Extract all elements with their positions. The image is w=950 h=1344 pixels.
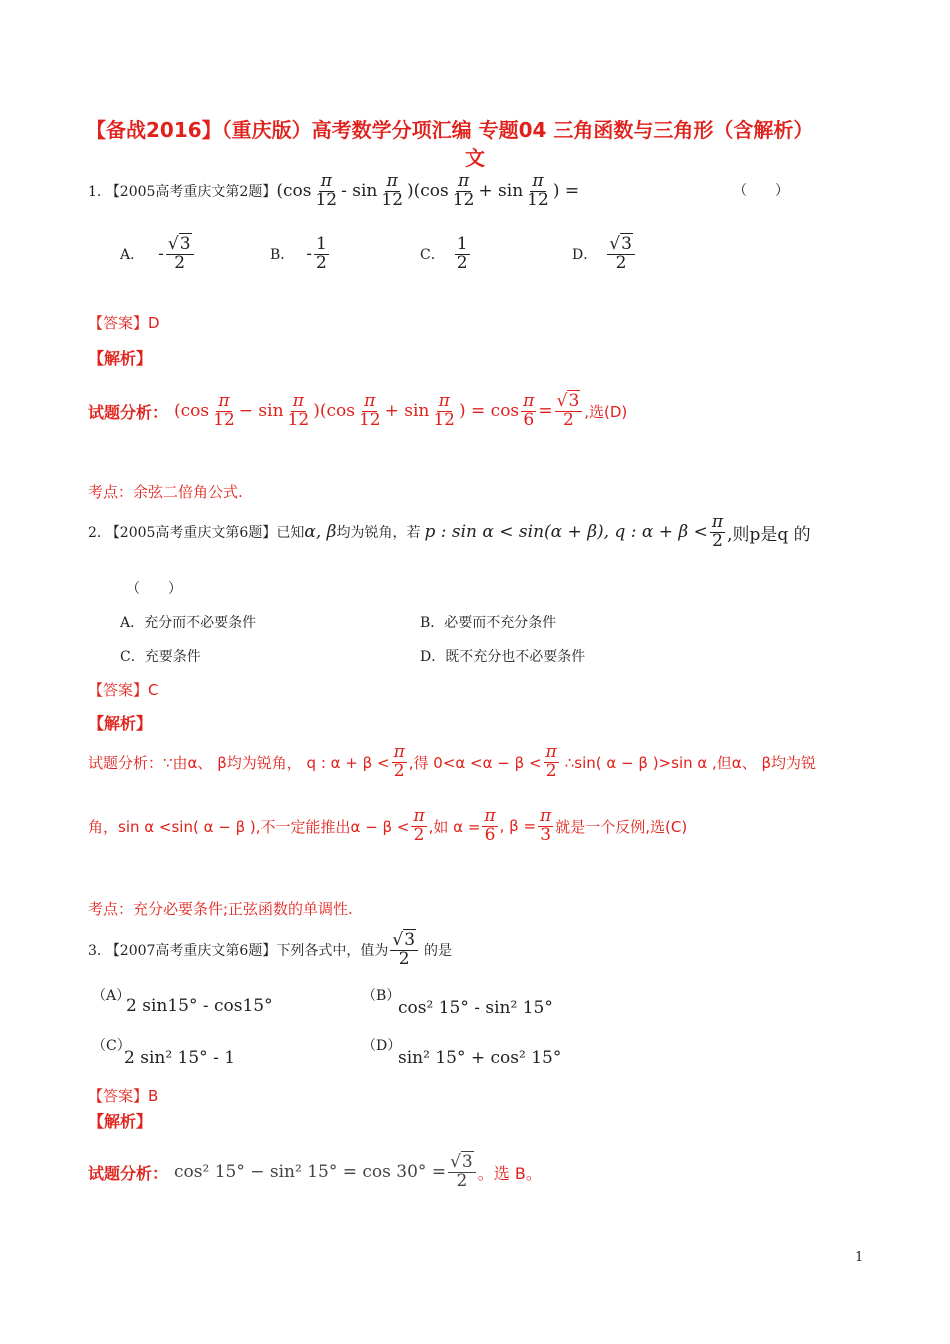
question-2 (88, 514, 811, 551)
q1-analysis-frac3-den: 12 (358, 409, 381, 430)
q3-analysis-prefix: 试题分析： (88, 1163, 169, 1183)
q2-mid-text: 均为锐角，若 (336, 525, 421, 542)
q2-tail: ,则p是q 的 (727, 524, 811, 545)
question-1 (88, 173, 579, 210)
q2-analysis-frac4-den: 6 (484, 824, 496, 845)
q1-option-a-num: 3 (179, 234, 191, 254)
q2-analysis-frac5-den: 3 (540, 824, 552, 845)
question-2-prefix: 2. 【2005高考重庆文第6题】已知 (88, 525, 305, 542)
q1-option-b-num: 1 (316, 234, 327, 254)
q2-kaodian: 考点：充分必要条件;正弦函数的单调性. (88, 900, 353, 918)
q2-option-a: A．充分而不必要条件 (120, 615, 257, 631)
q1-option-d: D． $\frac{√3}{2}$ (572, 236, 637, 273)
q1-analysis-prefix: 试题分析： (88, 402, 169, 422)
q1-option-b-label: B． (270, 247, 295, 264)
q1-option-c (420, 236, 472, 273)
q1-answer: 【答案】D (88, 314, 160, 332)
q3-analysis-frac-num: 3 (461, 1152, 473, 1172)
q2-analysis-frac3-num: π (413, 806, 425, 826)
q2-analysis-line1-b: ,得 0<α <α − β < (408, 753, 542, 772)
q1-option-a-label: A． (120, 247, 145, 264)
q2-analysis-frac1-num: π (393, 742, 405, 762)
q2-analysis-line2-d: 就是一个反例,选(C) (555, 817, 688, 836)
q1-frac1-den: 12 (315, 189, 338, 210)
q2-answer: 【答案】C (88, 681, 159, 699)
q1-option-c-den: 2 (456, 252, 468, 273)
q3-analysis-frac-den: 2 (456, 1170, 468, 1191)
q1-analysis-frac1-num: π (218, 391, 230, 411)
q1-option-c-label: C． (420, 247, 445, 264)
q3-analysis-label: 【解析】 (88, 1112, 153, 1131)
q2-analysis-frac5-num: π (540, 806, 552, 826)
q1-option-a: A． - $\frac{√3}{2}$ (120, 236, 196, 273)
q2-analysis-line1-a: 试题分析：∵由α、 β均为锐角， q : α + β < (88, 753, 390, 772)
q1-analysis-frac2-num: π (292, 391, 304, 411)
q3-option-a-expr: 2 sin15° - cos15° (126, 996, 273, 1016)
q1-kaodian: 考点：余弦二倍角公式. (88, 483, 243, 501)
q1-frac3-den: 12 (452, 189, 475, 210)
q1-plus-sin: + sin (478, 181, 524, 202)
page-number: 1 (855, 1250, 864, 1265)
q3-option-a-label: （A） (92, 988, 131, 1004)
q1-paren: （ ） (733, 183, 789, 199)
q1-analysis-label: 【解析】 (88, 349, 153, 368)
q2-analysis-frac4-num: π (484, 806, 496, 826)
q1-frac3-num: π (457, 171, 470, 191)
q1-analysis-frac5-num: π (523, 391, 535, 411)
q1-frac4-den: 12 (527, 189, 549, 210)
q2-condition: p : sin α < sin(α + β), q : α + β < (424, 522, 708, 543)
q1-option-b-sign: - (306, 244, 313, 265)
q3-analysis: 试题分析： cos² 15° − sin² 15° = cos 30° = $\frac{√3}{2}$ 。选 B。 (88, 1152, 542, 1191)
q1-analysis-open: (cos (174, 401, 210, 422)
q1-analysis-mid: )(cos (313, 401, 355, 422)
q1-analysis-tail: ,选(D) (584, 402, 628, 421)
question-3: 3. 【2007高考重庆文第6题】下列各式中，值为 $\frac{√3}{2}$ 的是 (88, 930, 453, 969)
q1-option-a-den: 2 (174, 252, 186, 273)
q1-expr-open: (cos (276, 181, 312, 202)
q1-option-b-den: 2 (316, 252, 327, 273)
q3-option-c-label: （C） (92, 1038, 131, 1054)
q1-expr-mid: )(cos (407, 181, 449, 202)
q3-frac-den: 2 (398, 948, 410, 969)
q1-analysis-frac4-den: 12 (433, 409, 455, 430)
q1-analysis-result-den: 2 (563, 409, 574, 430)
q2-option-b: B．必要而不充分条件 (420, 615, 557, 631)
q3-tail: 的是 (424, 943, 453, 960)
question-1-prefix: 1. 【2005高考重庆文第2题】 (88, 184, 277, 201)
q2-analysis-frac1-den: 2 (393, 760, 405, 781)
q3-analysis-expr: cos² 15° − sin² 15° = cos 30° = (174, 1162, 447, 1183)
q2-analysis-line1 (88, 744, 816, 781)
q1-option-d-label: D． (572, 247, 598, 264)
q2-analysis-line2 (88, 808, 687, 845)
q2-option-c: C．充要条件 (120, 649, 201, 665)
q1-minus-sin: - sin (341, 181, 378, 202)
q3-option-c-expr: 2 sin² 15° - 1 (124, 1048, 236, 1068)
document-title-line2: 文 (465, 146, 485, 170)
q2-analysis-frac2-num: π (545, 742, 557, 762)
q1-option-b (270, 236, 331, 273)
q3-analysis-tail: 。选 B。 (477, 1163, 542, 1183)
q3-frac-num: 3 (404, 930, 416, 950)
q1-frac2-den: 12 (381, 189, 404, 210)
q1-option-a-sign: - (158, 244, 164, 265)
q2-analysis-line2-b: ,如 α = (428, 817, 481, 836)
q1-option-c-num: 1 (456, 234, 468, 254)
document-title: 【备战2016】（重庆版）高考数学分项汇编 专题04 三角函数与三角形（含解析） (86, 118, 814, 142)
q3-answer: 【答案】B (88, 1087, 159, 1105)
q2-frac-den: 2 (712, 530, 723, 551)
q3-option-b-expr: cos² 15° - sin² 15° (398, 998, 553, 1018)
q2-paren: （ ） (126, 581, 182, 597)
q1-frac1-num: π (320, 171, 332, 191)
q2-analysis-line2-c: , β = (499, 817, 537, 836)
q3-option-d-expr: sin² 15° + cos² 15° (398, 1048, 562, 1068)
q3-option-b-label: （B） (362, 988, 401, 1004)
q1-analysis-frac2-den: 12 (287, 409, 310, 430)
q1-option-d-num: 3 (621, 234, 632, 254)
q1-analysis: 试题分析： (cos $\frac{\pi}{12}$ − sin $\frac{\pi}{12}$ )(cos $\frac{\pi}{12}$ + sin $\frac{\pi}{12}$ ) = cos $\frac{\pi}{6}$ = $\frac{√3}{2}$ ,选(D) (88, 391, 628, 430)
q1-option-d-den: 2 (615, 252, 627, 273)
q2-analysis-line1-c: ∴sin( α − β )>sin α ,但α、 β均为锐 (564, 753, 817, 772)
q1-analysis-frac5-den: 6 (523, 409, 535, 430)
q1-analysis-result-num: 3 (568, 391, 580, 411)
q2-option-d: D．既不充分也不必要条件 (420, 649, 586, 665)
q2-alpha-beta: α, β (304, 522, 337, 543)
q2-frac-num: π (711, 512, 724, 532)
q2-analysis-label: 【解析】 (88, 714, 153, 733)
q3-option-d-label: （D） (362, 1038, 402, 1054)
q1-analysis-frac4-num: π (438, 391, 450, 411)
question-3-prefix: 3. 【2007高考重庆文第6题】下列各式中，值为 (88, 943, 389, 960)
q2-analysis-frac3-den: 2 (413, 824, 425, 845)
q1-analysis-frac3-num: π (364, 391, 376, 411)
q2-analysis-frac2-den: 2 (545, 760, 557, 781)
q1-frac2-num: π (386, 171, 398, 191)
q1-frac4-num: π (532, 171, 544, 191)
q1-expr-close: ) = (552, 181, 580, 202)
q1-analysis-frac1-den: 12 (213, 409, 235, 430)
q2-analysis-line2-a: 角，sin α <sin( α − β ),不一定能推出α − β < (88, 817, 410, 836)
